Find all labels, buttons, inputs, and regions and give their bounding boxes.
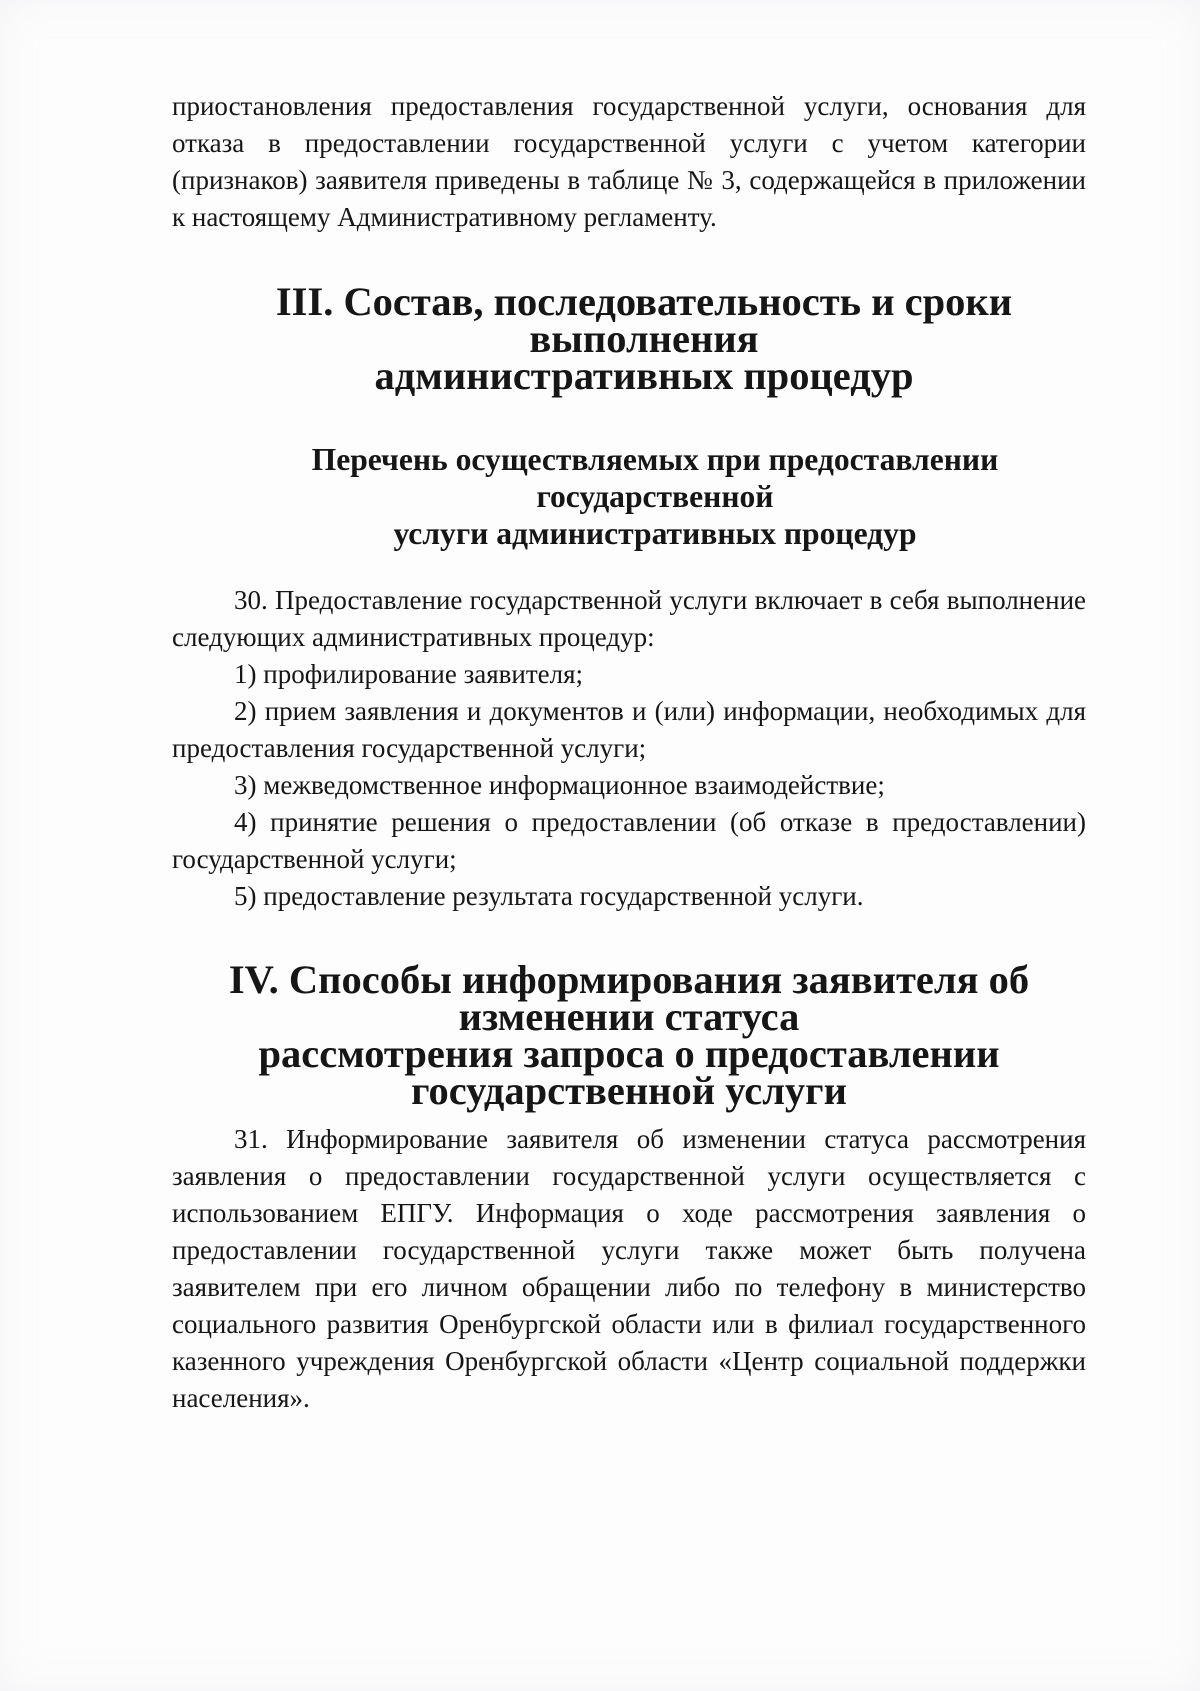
section-4-heading-line2: рассмотрения запроса о предоставлении государственной услуги <box>258 1031 1000 1113</box>
procedure-item: 2) прием заявления и документов и (или) информации, необходимых для предоставления государственной услуги; <box>172 696 1086 763</box>
intro-paragraph: приостановления предоставления государственной услуги, основания для отказа в предоставлении государственной услуги с учетом категории (признаков) заявителя приведены в таблице № 3, содержащейся в приложении к настоящему Административному регламенту. <box>172 91 1086 232</box>
procedures-list-heading-line1: Перечень осуществляемых при предоставлении государственной <box>311 442 999 514</box>
section-3-heading <box>172 279 1086 398</box>
procedure-item: 3) межведомственное информационное взаимодействие; <box>234 770 885 800</box>
procedure-item: 4) принятие решения о предоставлении (об отказе в предоставлении) государственной услуги; <box>172 807 1086 874</box>
section-3-heading-line2: административных процедур <box>374 353 914 398</box>
paragraph-31: 31. Информирование заявителя об изменении статуса рассмотрения заявления о предоставлении государственной услуги осуществляется с использованием ЕПГУ. Информация о ходе рассмотрения заявления о предоставлении государственной услуги также может быть получена заявителем при его личном обращении либо по телефону в министерство социального развития Оренбургской области или в филиал государственного казенного учреждения Оренбургской области «Центр социальной поддержки населения». <box>172 1124 1086 1413</box>
procedure-item: 5) предоставление результата государственной услуги. <box>234 881 864 911</box>
section-4-heading <box>172 957 1086 1113</box>
procedures-list-heading-line2: услуги административных процедур <box>393 516 917 551</box>
paragraph-30: 30. Предоставление государственной услуги включает в себя выполнение следующих административных процедур: <box>172 585 1086 652</box>
document-body <box>172 88 1086 1417</box>
procedures-list <box>172 656 1086 915</box>
section-4-heading-line1: IV. Способы информирования заявителя об изменении статуса <box>228 957 1030 1039</box>
spacer <box>172 394 1086 441</box>
procedure-item: 1) профилирование заявителя; <box>234 659 584 689</box>
spacer <box>172 915 1086 961</box>
spacer <box>172 236 1086 283</box>
spacer <box>172 552 1086 582</box>
procedures-list-heading <box>172 441 1086 552</box>
section-3-heading-line1: III. Состав, последовательность и сроки выполнения <box>275 279 1013 361</box>
